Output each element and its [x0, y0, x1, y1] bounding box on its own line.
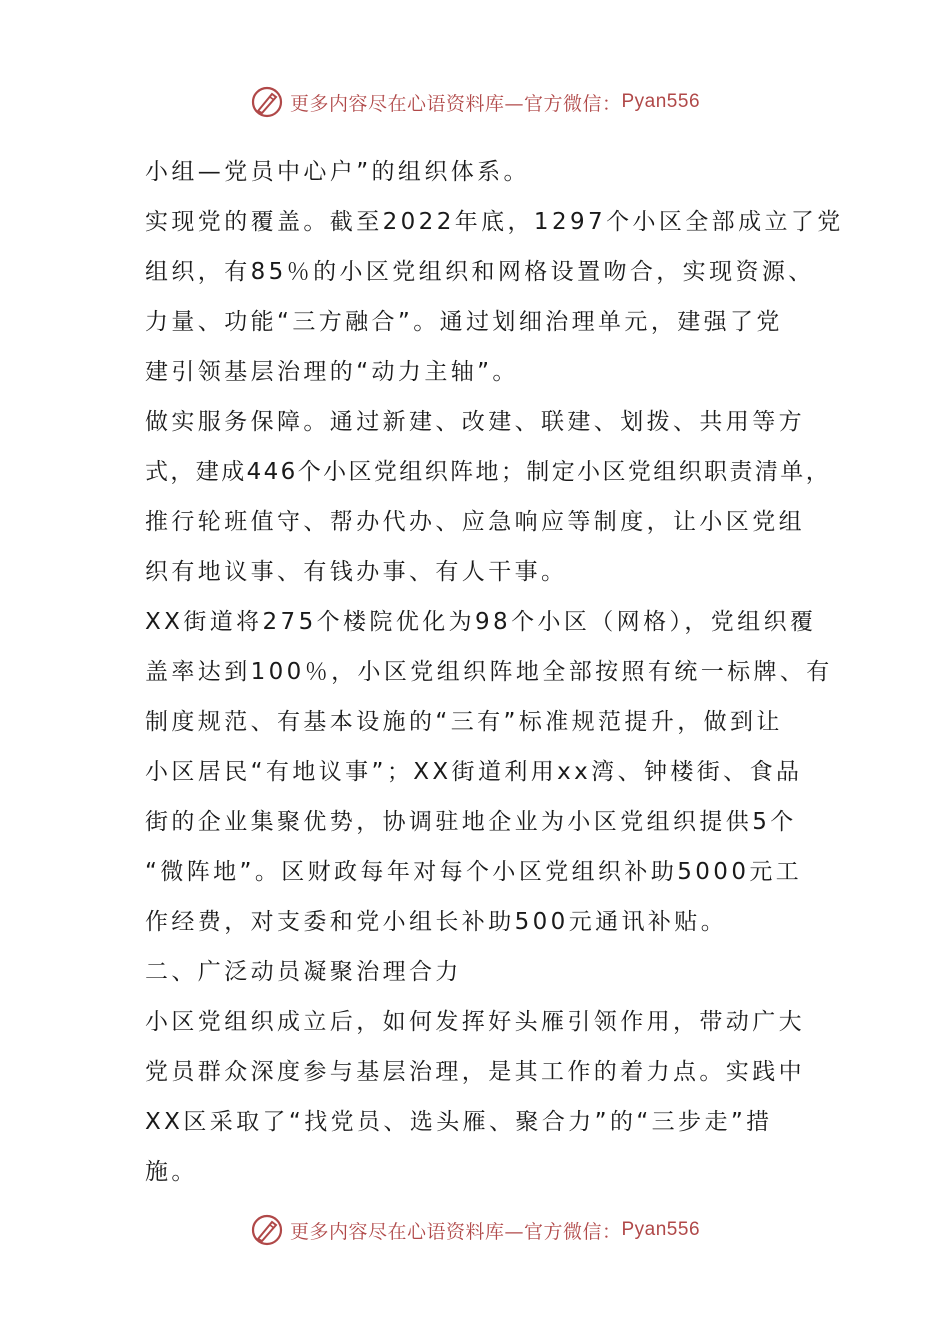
section-heading: 二、广泛动员凝聚治理合力: [145, 959, 462, 985]
body-line: 推行轮班值守、帮办代办、应急响应等制度，让小区党组: [145, 509, 805, 535]
body-line: 施。: [145, 1159, 198, 1185]
body-line: 党员群众深度参与基层治理，是其工作的着力点。实践中: [145, 1059, 805, 1085]
body-line: 式，建成446个小区党组织阵地；制定小区党组织职责清单，: [145, 459, 832, 485]
pen-logo-icon: [250, 85, 284, 119]
header-banner: [0, 82, 950, 122]
document-body: [145, 147, 844, 1197]
body-line: 小组—党员中心户”的组织体系。: [145, 159, 530, 185]
header-wechat-id: Pyan556: [621, 91, 701, 112]
body-line: 制度规范、有基本设施的“三有”标准规范提升，做到让: [145, 709, 783, 735]
body-line: 组织，有85％的小区党组织和网格设置吻合，实现资源、: [145, 259, 815, 285]
body-line: XX区采取了“找党员、选头雁、聚合力”的“三步走”措: [145, 1109, 773, 1135]
body-line: 街的企业集聚优势，协调驻地企业为小区党组织提供5个: [145, 809, 797, 835]
footer-banner: [0, 1210, 950, 1250]
body-line: 实现党的覆盖。截至2022年底，1297个小区全部成立了党: [145, 209, 844, 235]
body-line: “微阵地”。区财政每年对每个小区党组织补助5000元工: [145, 859, 803, 885]
header-banner-text: 更多内容尽在心语资料库—官方微信：: [289, 92, 622, 115]
footer-banner-text: 更多内容尽在心语资料库—官方微信：: [289, 1220, 622, 1243]
body-line: 盖率达到100％，小区党组织阵地全部按照有统一标牌、有: [145, 659, 833, 685]
body-line: 建引领基层治理的“动力主轴”。: [145, 359, 519, 385]
body-line: 小区党组织成立后，如何发挥好头雁引领作用，带动广大: [145, 1009, 805, 1035]
body-line: XX街道将275个楼院优化为98个小区（网格），党组织覆: [145, 609, 817, 635]
body-line: 小区居民“有地议事”；XX街道利用xx湾、钟楼街、食品: [145, 759, 803, 785]
pen-logo-icon: [250, 1213, 284, 1247]
footer-wechat-id: Pyan556: [621, 1219, 701, 1240]
body-line: 作经费，对支委和党小组长补助500元通讯补贴。: [145, 909, 728, 935]
body-line: 织有地议事、有钱办事、有人干事。: [145, 559, 568, 585]
body-line: 做实服务保障。通过新建、改建、联建、划拨、共用等方: [145, 409, 805, 435]
body-line: 力量、功能“三方融合”。通过划细治理单元，建强了党: [145, 309, 783, 335]
